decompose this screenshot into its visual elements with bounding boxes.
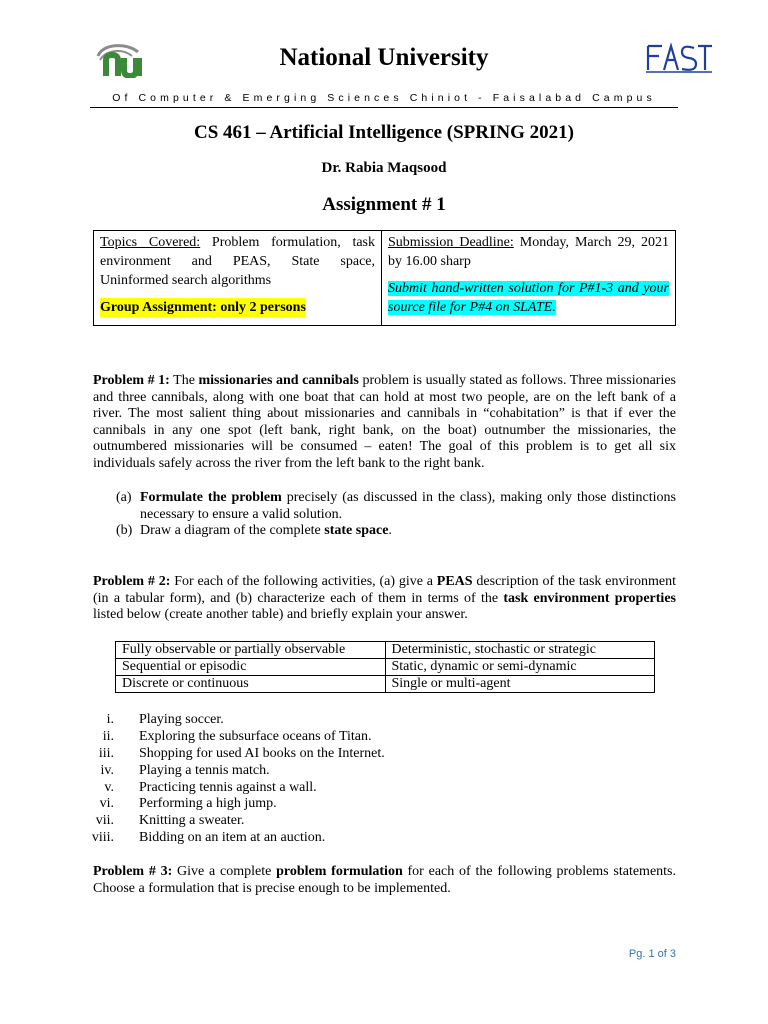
subpart-text-end: . <box>388 523 392 539</box>
list-item <box>80 796 480 813</box>
table-cell: Static, dynamic or semi-dynamic <box>385 659 655 676</box>
topics-cell <box>94 231 382 326</box>
problem-1-paragraph <box>93 373 676 473</box>
subpart-label: (b) <box>116 523 133 539</box>
deadline-text: Monday, March 29, 2021 by 16.00 sharp <box>388 235 669 269</box>
problem-3-label: Problem # 3: <box>93 864 173 879</box>
problem-3-text-2: for each of the following problems statements. Choose a formulation that is precise enough to be implemented. <box>93 864 676 896</box>
list-text: Playing soccer. <box>139 712 224 727</box>
list-number: i. <box>106 712 114 727</box>
list-text: Bidding on an item at an auction. <box>139 830 326 846</box>
list-item <box>116 523 676 540</box>
page-number: Pg. 1 of 3 <box>628 948 676 960</box>
list-number: iv. <box>100 762 114 778</box>
list-item <box>80 780 480 797</box>
deadline-label: Submission Deadline: <box>388 235 514 250</box>
problem-1-label: Problem # 1: <box>93 373 170 388</box>
problem-2-text-3: listed below (create another table) and briefly explain your answer. <box>93 607 468 623</box>
table-row <box>116 659 655 676</box>
problem-2-label: Problem # 2: <box>93 574 171 589</box>
activities-list <box>80 712 480 847</box>
table-cell: Deterministic, stochastic or strategic <box>385 642 655 659</box>
list-number: vii. <box>95 813 114 829</box>
topics-text: Problem formulation, task environment and PEAS, State space, Uninformed search algorithms <box>100 235 375 288</box>
table-cell: Sequential or episodic <box>116 659 386 676</box>
problem-2-text: For each of the following activities, (a) give a <box>170 574 437 589</box>
course-title: CS 461 – Artificial Intelligence (SPRING 2021) <box>194 122 574 143</box>
table-cell: Discrete or continuous <box>116 676 386 693</box>
list-number: ii. <box>102 728 114 744</box>
list-text: Knitting a sweater. <box>139 813 245 829</box>
list-item <box>80 746 480 763</box>
problem-1-subparts <box>116 490 676 540</box>
list-number: viii. <box>91 830 114 846</box>
list-text: Performing a high jump. <box>139 796 277 812</box>
table-cell: Fully observable or partially observable <box>116 642 386 659</box>
problem-2-paragraph <box>93 574 676 624</box>
problem-2-text-2: description of the task environment (in a tabular form), and (b) characterize each of them in terms of the <box>93 574 676 606</box>
table-row <box>116 642 655 659</box>
table-row <box>116 676 655 693</box>
list-number: iii. <box>98 745 114 761</box>
list-item <box>80 763 480 780</box>
problem-1-text-2: problem is usually stated as follows. Three missionaries and three cannibals, along with one boat that can hold at most two people, are on the left bank of a river. The most salient thing about missionaries and cannibals in “cohabitation” is that if ever the cannibals in any one spot (left bank, right bank, on the boat) outnumber the missionaries, the outnumbered missionaries will be consumed – eaten! The goal of this problem is to get all six individuals safely across the river from the left bank to the right bank. <box>93 373 677 471</box>
instructor-name: Dr. Rabia Maqsood <box>321 160 447 176</box>
list-text: Playing a tennis match. <box>139 762 270 778</box>
problem-2-bold-2: task environment properties <box>503 590 676 606</box>
problem-1-text: The <box>169 373 199 388</box>
assignment-title: Assignment # 1 <box>322 194 446 215</box>
list-text: Practicing tennis against a wall. <box>139 779 317 795</box>
problem-3-text: Give a complete <box>172 864 277 879</box>
list-item <box>80 813 480 830</box>
submit-note: Submit hand-written solution for P#1-3 and your source file for P#4 on SLATE. <box>388 281 669 315</box>
deadline-cell <box>382 231 676 326</box>
list-text: Shopping for used AI books on the Internet. <box>139 745 385 761</box>
list-number: vi. <box>99 796 114 812</box>
problem-3-bold: problem formulation <box>276 864 403 879</box>
problem-2-bold: PEAS <box>436 574 473 589</box>
subpart-text: Draw a diagram of the complete <box>140 523 325 539</box>
subpart-bold: Formulate the problem <box>140 490 282 505</box>
list-item <box>80 712 480 729</box>
list-item <box>116 490 676 523</box>
list-text: Exploring the subsurface oceans of Titan. <box>139 728 372 744</box>
university-name: National University <box>279 44 489 71</box>
subpart-label: (a) <box>116 490 132 505</box>
list-number: v. <box>104 779 114 795</box>
header-rule <box>90 107 678 108</box>
topics-label: Topics Covered: <box>100 235 201 250</box>
fast-logo <box>644 42 714 74</box>
university-subtitle: Of Computer & Emerging Sciences Chiniot - Faisalabad Campus <box>112 92 656 104</box>
list-item <box>80 729 480 746</box>
list-item <box>80 830 480 847</box>
properties-table <box>115 641 655 693</box>
problem-1-bold: missionaries and cannibals <box>198 373 359 388</box>
assignment-info-table <box>93 230 676 326</box>
subpart-text: precisely (as discussed in the class), making only those distinctions necessary to ensure a valid solution. <box>140 490 676 522</box>
problem-3-paragraph <box>93 864 676 897</box>
group-note: Group Assignment: only 2 persons <box>100 300 306 315</box>
table-cell: Single or multi-agent <box>385 676 655 693</box>
subpart-bold: state space <box>324 523 389 539</box>
